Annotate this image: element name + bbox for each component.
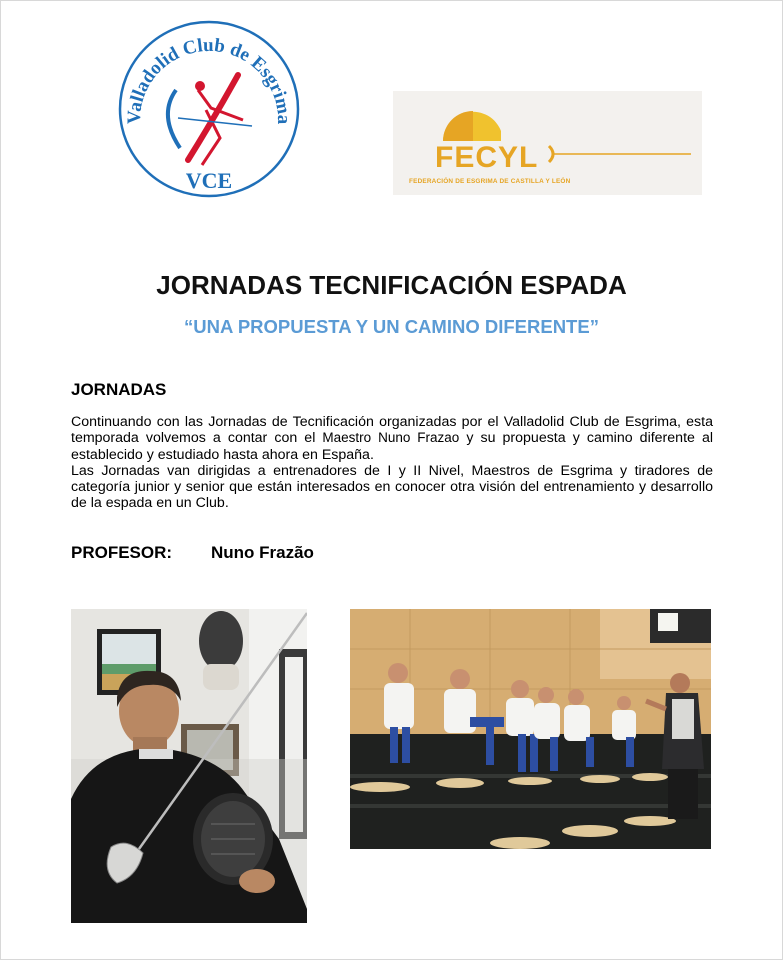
professor-label: PROFESOR: [71,543,173,562]
vce-ring-text: Valladolid Club de Esgrima [123,34,295,125]
page-subtitle: “UNA PROPUESTA Y UN CAMINO DIFERENTE” [184,316,599,337]
fecyl-fullname: FEDERACIÓN DE ESGRIMA DE CASTILLA Y LEÓN [409,178,571,185]
fencers-group-photo [350,609,711,849]
fecyl-logo [393,91,702,195]
maestro-name: Maestro Nuno Frazao [322,430,460,446]
professor-name: Nuno Frazão [211,543,314,562]
paragraph-1-text-b: y su propuesta y camino diferente al establecido y estudiado hasta ahora en España. [71,430,714,463]
paragraph-1-text-a: Continuando con las Jornadas de Tecnificación organizadas por el Valladolid Club de Esgrima, esta temporada volvemos a contar con el [71,414,713,447]
professor-photo [71,609,307,923]
vce-initials: VCE [185,168,233,193]
fecyl-wordmark: FECYL [435,141,539,174]
vce-logo [118,20,300,198]
paragraph-1 [71,414,713,463]
page-title: JORNADAS TECNIFICACIÓN ESPADA [156,270,627,300]
section-heading: JORNADAS [71,380,167,399]
paragraph-2: Las Jornadas van dirigidas a entrenadores de I y II Nivel, Maestros de Esgrima y tiradores de categoría junior y senior que están interesados en conocer otra visión del entrenamiento y desarrollo de la espada en un Club. [71,462,713,512]
section-body [71,414,713,512]
